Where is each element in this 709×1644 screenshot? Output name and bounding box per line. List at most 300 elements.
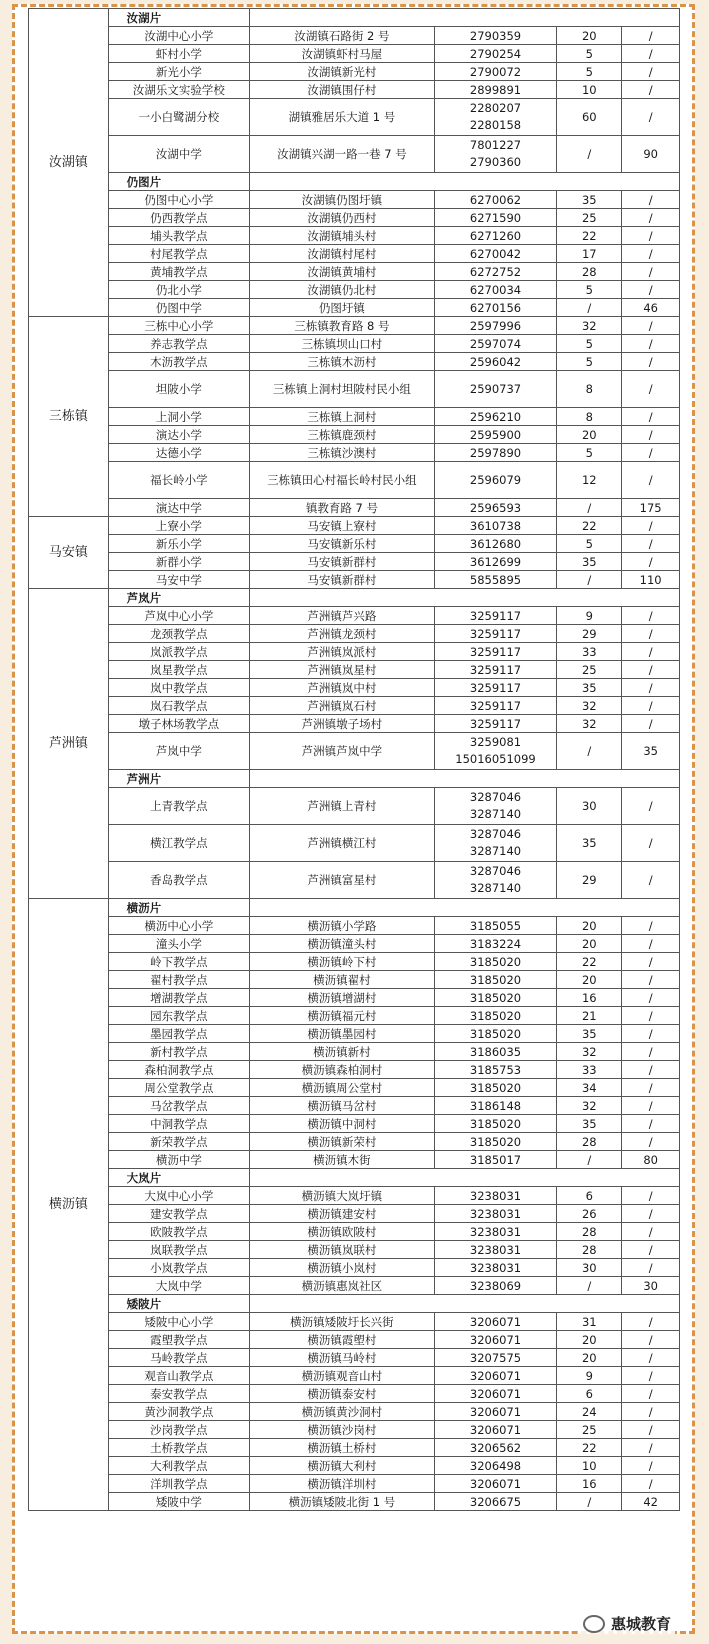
table-row xyxy=(29,535,680,553)
subarea-header-blank xyxy=(250,589,680,607)
school-name-cell: 大岚中学 xyxy=(108,1277,250,1295)
primary-count-cell: 16 xyxy=(557,1475,622,1493)
subarea-header-row xyxy=(29,770,680,788)
primary-count-cell: 20 xyxy=(557,1331,622,1349)
town-cell: 横沥镇 xyxy=(29,899,109,1511)
primary-count-cell: / xyxy=(557,571,622,589)
middle-count-cell: / xyxy=(622,1061,680,1079)
middle-count-cell: / xyxy=(622,1043,680,1061)
subarea-name: 芦洲片 xyxy=(108,770,250,788)
middle-count-cell: / xyxy=(622,27,680,45)
address-cell: 横沥镇小岚村 xyxy=(250,1259,435,1277)
phone-cell: 3185020 xyxy=(434,1007,557,1025)
primary-count-cell: 20 xyxy=(557,935,622,953)
table-row xyxy=(29,1079,680,1097)
address-cell: 横沥镇中洞村 xyxy=(250,1115,435,1133)
address-cell: 汝湖镇埔头村 xyxy=(250,227,435,245)
address-cell: 横沥镇木街 xyxy=(250,1151,435,1169)
primary-count-cell: 5 xyxy=(557,353,622,371)
school-name-cell: 芦岚中心小学 xyxy=(108,607,250,625)
table-row xyxy=(29,1025,680,1043)
phone-cell: 2597996 xyxy=(434,317,557,335)
school-name-cell: 上青教学点 xyxy=(108,788,250,825)
subarea-name: 汝湖片 xyxy=(108,9,250,27)
primary-count-cell: 5 xyxy=(557,63,622,81)
phone-cell: 3185017 xyxy=(434,1151,557,1169)
middle-count-cell: / xyxy=(622,862,680,899)
table-row xyxy=(29,715,680,733)
table-row xyxy=(29,209,680,227)
table-row xyxy=(29,1475,680,1493)
school-name-cell: 岚联教学点 xyxy=(108,1241,250,1259)
school-name-cell: 仍西教学点 xyxy=(108,209,250,227)
middle-count-cell: / xyxy=(622,1457,680,1475)
school-name-cell: 土桥教学点 xyxy=(108,1439,250,1457)
address-cell: 横沥镇观音山村 xyxy=(250,1367,435,1385)
phone-cell: 3259117 xyxy=(434,697,557,715)
table-row xyxy=(29,1205,680,1223)
school-name-cell: 岚星教学点 xyxy=(108,661,250,679)
table-row xyxy=(29,733,680,770)
address-cell: 横沥镇福元村 xyxy=(250,1007,435,1025)
primary-count-cell: 20 xyxy=(557,971,622,989)
table-row xyxy=(29,517,680,535)
phone-cell: 3185020 xyxy=(434,989,557,1007)
school-name-cell: 欧陂教学点 xyxy=(108,1223,250,1241)
middle-count-cell: 175 xyxy=(622,499,680,517)
address-cell: 横沥镇惠岚社区 xyxy=(250,1277,435,1295)
middle-count-cell: / xyxy=(622,553,680,571)
address-cell: 汝湖镇黄埔村 xyxy=(250,263,435,281)
middle-count-cell: / xyxy=(622,697,680,715)
phone-cell: 3287046 3287140 xyxy=(434,825,557,862)
school-table xyxy=(28,8,680,1511)
table-row xyxy=(29,825,680,862)
school-name-cell: 矮陂中学 xyxy=(108,1493,250,1511)
middle-count-cell: / xyxy=(622,1349,680,1367)
table-row xyxy=(29,643,680,661)
school-name-cell: 岭下教学点 xyxy=(108,953,250,971)
middle-count-cell: 35 xyxy=(622,733,680,770)
address-cell: 横沥镇新荣村 xyxy=(250,1133,435,1151)
address-cell: 汝湖镇虾村马屋 xyxy=(250,45,435,63)
primary-count-cell: 20 xyxy=(557,426,622,444)
phone-cell: 3206071 xyxy=(434,1475,557,1493)
primary-count-cell: 33 xyxy=(557,1061,622,1079)
primary-count-cell: 24 xyxy=(557,1403,622,1421)
phone-cell: 2790359 xyxy=(434,27,557,45)
middle-count-cell: / xyxy=(622,45,680,63)
school-name-cell: 矮陂中心小学 xyxy=(108,1313,250,1331)
phone-cell: 2596210 xyxy=(434,408,557,426)
phone-cell: 3259117 xyxy=(434,661,557,679)
primary-count-cell: 32 xyxy=(557,715,622,733)
phone-cell: 3185753 xyxy=(434,1061,557,1079)
address-cell: 三栋镇沙澳村 xyxy=(250,444,435,462)
phone-cell: 3185055 xyxy=(434,917,557,935)
phone-cell: 6270062 xyxy=(434,191,557,209)
address-cell: 横沥镇周公堂村 xyxy=(250,1079,435,1097)
phone-cell: 6272752 xyxy=(434,263,557,281)
middle-count-cell: / xyxy=(622,517,680,535)
phone-cell: 2596042 xyxy=(434,353,557,371)
middle-count-cell: / xyxy=(622,825,680,862)
middle-count-cell: 30 xyxy=(622,1277,680,1295)
school-name-cell: 上洞小学 xyxy=(108,408,250,426)
table-row xyxy=(29,499,680,517)
address-cell: 芦洲镇墩子场村 xyxy=(250,715,435,733)
address-cell: 横沥镇洋圳村 xyxy=(250,1475,435,1493)
primary-count-cell: / xyxy=(557,499,622,517)
primary-count-cell: 8 xyxy=(557,371,622,408)
address-cell: 汝湖镇仍图圩镇 xyxy=(250,191,435,209)
school-name-cell: 潼头小学 xyxy=(108,935,250,953)
middle-count-cell: / xyxy=(622,661,680,679)
table-row xyxy=(29,353,680,371)
address-cell: 横沥镇沙岗村 xyxy=(250,1421,435,1439)
school-name-cell: 横沥中心小学 xyxy=(108,917,250,935)
primary-count-cell: / xyxy=(557,1493,622,1511)
middle-count-cell: / xyxy=(622,317,680,335)
table-row xyxy=(29,263,680,281)
phone-cell: 3287046 3287140 xyxy=(434,862,557,899)
address-cell: 汝湖镇仍北村 xyxy=(250,281,435,299)
watermark xyxy=(579,1613,675,1634)
school-name-cell: 仍图中心小学 xyxy=(108,191,250,209)
table-row xyxy=(29,1223,680,1241)
address-cell: 马安镇新乐村 xyxy=(250,535,435,553)
middle-count-cell: / xyxy=(622,1313,680,1331)
address-cell: 横沥镇森柏洞村 xyxy=(250,1061,435,1079)
subarea-header-row xyxy=(29,1295,680,1313)
primary-count-cell: 12 xyxy=(557,462,622,499)
school-name-cell: 三栋中心小学 xyxy=(108,317,250,335)
table-row xyxy=(29,299,680,317)
subarea-name: 芦岚片 xyxy=(108,589,250,607)
primary-count-cell: 22 xyxy=(557,517,622,535)
middle-count-cell: / xyxy=(622,408,680,426)
table-row xyxy=(29,1043,680,1061)
table-row xyxy=(29,1421,680,1439)
school-name-cell: 香岛教学点 xyxy=(108,862,250,899)
phone-cell: 5855895 xyxy=(434,571,557,589)
primary-count-cell: 8 xyxy=(557,408,622,426)
middle-count-cell: / xyxy=(622,989,680,1007)
phone-cell: 3186148 xyxy=(434,1097,557,1115)
middle-count-cell: 80 xyxy=(622,1151,680,1169)
address-cell: 横沥镇马岔村 xyxy=(250,1097,435,1115)
middle-count-cell: / xyxy=(622,99,680,136)
middle-count-cell: / xyxy=(622,245,680,263)
primary-count-cell: 35 xyxy=(557,191,622,209)
primary-count-cell: 26 xyxy=(557,1205,622,1223)
school-name-cell: 新光小学 xyxy=(108,63,250,81)
primary-count-cell: 28 xyxy=(557,1133,622,1151)
primary-count-cell: 35 xyxy=(557,1025,622,1043)
school-name-cell: 新乐小学 xyxy=(108,535,250,553)
phone-cell: 3238031 xyxy=(434,1187,557,1205)
table-row xyxy=(29,1259,680,1277)
phone-cell: 6270034 xyxy=(434,281,557,299)
address-cell: 芦洲镇富星村 xyxy=(250,862,435,899)
table-row xyxy=(29,1115,680,1133)
address-cell: 横沥镇矮陂圩长兴街 xyxy=(250,1313,435,1331)
table-row xyxy=(29,99,680,136)
table-row xyxy=(29,788,680,825)
phone-cell: 3612680 xyxy=(434,535,557,553)
school-name-cell: 横沥中学 xyxy=(108,1151,250,1169)
phone-cell: 3259081 15016051099 xyxy=(434,733,557,770)
primary-count-cell: 25 xyxy=(557,661,622,679)
school-name-cell: 黄埔教学点 xyxy=(108,263,250,281)
school-name-cell: 达德小学 xyxy=(108,444,250,462)
school-name-cell: 横江教学点 xyxy=(108,825,250,862)
address-cell: 三栋镇坝山口村 xyxy=(250,335,435,353)
address-cell: 横沥镇马岭村 xyxy=(250,1349,435,1367)
school-name-cell: 森柏洞教学点 xyxy=(108,1061,250,1079)
school-name-cell: 小岚教学点 xyxy=(108,1259,250,1277)
table-row xyxy=(29,63,680,81)
phone-cell: 3612699 xyxy=(434,553,557,571)
address-cell: 横沥镇矮陂北街 1 号 xyxy=(250,1493,435,1511)
middle-count-cell: / xyxy=(622,227,680,245)
primary-count-cell: 6 xyxy=(557,1187,622,1205)
phone-cell: 7801227 2790360 xyxy=(434,136,557,173)
phone-cell: 3206071 xyxy=(434,1367,557,1385)
phone-cell: 3259117 xyxy=(434,643,557,661)
table-row xyxy=(29,607,680,625)
subarea-header-row xyxy=(29,1169,680,1187)
primary-count-cell: 22 xyxy=(557,953,622,971)
middle-count-cell: / xyxy=(622,935,680,953)
table-row xyxy=(29,625,680,643)
table-row xyxy=(29,1367,680,1385)
middle-count-cell: / xyxy=(622,1439,680,1457)
address-cell: 横沥镇建安村 xyxy=(250,1205,435,1223)
phone-cell: 3206071 xyxy=(434,1385,557,1403)
middle-count-cell: / xyxy=(622,1223,680,1241)
primary-count-cell: 33 xyxy=(557,643,622,661)
middle-count-cell: / xyxy=(622,1025,680,1043)
middle-count-cell: / xyxy=(622,535,680,553)
primary-count-cell: 10 xyxy=(557,1457,622,1475)
table-row xyxy=(29,1439,680,1457)
school-name-cell: 马岔教学点 xyxy=(108,1097,250,1115)
school-name-cell: 埔头教学点 xyxy=(108,227,250,245)
town-cell: 三栋镇 xyxy=(29,317,109,517)
subarea-header-blank xyxy=(250,899,680,917)
primary-count-cell: 35 xyxy=(557,553,622,571)
school-name-cell: 黄沙洞教学点 xyxy=(108,1403,250,1421)
phone-cell: 3238069 xyxy=(434,1277,557,1295)
school-name-cell: 演达小学 xyxy=(108,426,250,444)
primary-count-cell: 31 xyxy=(557,1313,622,1331)
table-row xyxy=(29,1277,680,1295)
phone-cell: 3238031 xyxy=(434,1223,557,1241)
table-row xyxy=(29,917,680,935)
middle-count-cell: / xyxy=(622,953,680,971)
phone-cell: 3183224 xyxy=(434,935,557,953)
address-cell: 芦洲镇岚派村 xyxy=(250,643,435,661)
address-cell: 三栋镇田心村福长岭村民小组 xyxy=(250,462,435,499)
address-cell: 仍图圩镇 xyxy=(250,299,435,317)
table-row xyxy=(29,862,680,899)
table-row xyxy=(29,935,680,953)
middle-count-cell: / xyxy=(622,1115,680,1133)
table-row xyxy=(29,1151,680,1169)
phone-cell: 3206071 xyxy=(434,1421,557,1439)
primary-count-cell: 17 xyxy=(557,245,622,263)
primary-count-cell: 29 xyxy=(557,625,622,643)
table-row xyxy=(29,1187,680,1205)
table-row xyxy=(29,571,680,589)
table-row xyxy=(29,227,680,245)
subarea-header-row xyxy=(29,9,680,27)
middle-count-cell: / xyxy=(622,1403,680,1421)
table-row xyxy=(29,335,680,353)
town-cell: 马安镇 xyxy=(29,517,109,589)
primary-count-cell: 60 xyxy=(557,99,622,136)
school-name-cell: 汝湖中学 xyxy=(108,136,250,173)
middle-count-cell: / xyxy=(622,263,680,281)
middle-count-cell: / xyxy=(622,788,680,825)
subarea-header-blank xyxy=(250,1169,680,1187)
school-name-cell: 新群小学 xyxy=(108,553,250,571)
table-row xyxy=(29,45,680,63)
table-row xyxy=(29,408,680,426)
table-row xyxy=(29,661,680,679)
table-row xyxy=(29,1403,680,1421)
town-cell: 芦洲镇 xyxy=(29,589,109,899)
school-name-cell: 福长岭小学 xyxy=(108,462,250,499)
primary-count-cell: / xyxy=(557,1277,622,1295)
phone-cell: 2597890 xyxy=(434,444,557,462)
middle-count-cell: / xyxy=(622,1367,680,1385)
table-row xyxy=(29,191,680,209)
school-table-container xyxy=(28,8,680,1511)
address-cell: 芦洲镇上青村 xyxy=(250,788,435,825)
address-cell: 横沥镇潼头村 xyxy=(250,935,435,953)
middle-count-cell: / xyxy=(622,971,680,989)
school-name-cell: 演达中学 xyxy=(108,499,250,517)
table-row xyxy=(29,462,680,499)
address-cell: 横沥镇土桥村 xyxy=(250,1439,435,1457)
primary-count-cell: 16 xyxy=(557,989,622,1007)
address-cell: 三栋镇教育路 8 号 xyxy=(250,317,435,335)
primary-count-cell: 9 xyxy=(557,607,622,625)
middle-count-cell: / xyxy=(622,462,680,499)
middle-count-cell: / xyxy=(622,1133,680,1151)
school-name-cell: 岚派教学点 xyxy=(108,643,250,661)
primary-count-cell: 32 xyxy=(557,1097,622,1115)
school-name-cell: 芦岚中学 xyxy=(108,733,250,770)
primary-count-cell: 9 xyxy=(557,1367,622,1385)
phone-cell: 3206498 xyxy=(434,1457,557,1475)
subarea-name: 矮陂片 xyxy=(108,1295,250,1313)
middle-count-cell: / xyxy=(622,643,680,661)
school-name-cell: 大利教学点 xyxy=(108,1457,250,1475)
table-row xyxy=(29,697,680,715)
primary-count-cell: / xyxy=(557,733,622,770)
middle-count-cell: / xyxy=(622,426,680,444)
phone-cell: 3206071 xyxy=(434,1331,557,1349)
primary-count-cell: 22 xyxy=(557,227,622,245)
phone-cell: 6270156 xyxy=(434,299,557,317)
primary-count-cell: 30 xyxy=(557,1259,622,1277)
school-name-cell: 洋圳教学点 xyxy=(108,1475,250,1493)
subarea-header-row xyxy=(29,173,680,191)
middle-count-cell: / xyxy=(622,63,680,81)
school-name-cell: 增湖教学点 xyxy=(108,989,250,1007)
middle-count-cell: / xyxy=(622,1259,680,1277)
primary-count-cell: 29 xyxy=(557,862,622,899)
school-name-cell: 翟村教学点 xyxy=(108,971,250,989)
middle-count-cell: / xyxy=(622,607,680,625)
primary-count-cell: 25 xyxy=(557,1421,622,1439)
address-cell: 横沥镇增湖村 xyxy=(250,989,435,1007)
school-name-cell: 园东教学点 xyxy=(108,1007,250,1025)
middle-count-cell: 110 xyxy=(622,571,680,589)
address-cell: 横沥镇大利村 xyxy=(250,1457,435,1475)
phone-cell: 2595900 xyxy=(434,426,557,444)
primary-count-cell: 30 xyxy=(557,788,622,825)
middle-count-cell: / xyxy=(622,1187,680,1205)
address-cell: 马安镇新群村 xyxy=(250,553,435,571)
phone-cell: 3185020 xyxy=(434,1133,557,1151)
address-cell: 芦洲镇芦岚中学 xyxy=(250,733,435,770)
address-cell: 横沥镇黄沙洞村 xyxy=(250,1403,435,1421)
table-row xyxy=(29,1331,680,1349)
phone-cell: 2596079 xyxy=(434,462,557,499)
school-name-cell: 岚中教学点 xyxy=(108,679,250,697)
school-name-cell: 虾村小学 xyxy=(108,45,250,63)
school-name-cell: 墩子林场教学点 xyxy=(108,715,250,733)
phone-cell: 6271260 xyxy=(434,227,557,245)
middle-count-cell: / xyxy=(622,1205,680,1223)
address-cell: 三栋镇鹿颈村 xyxy=(250,426,435,444)
table-row xyxy=(29,953,680,971)
phone-cell: 3206071 xyxy=(434,1403,557,1421)
school-name-cell: 汝湖乐文实验学校 xyxy=(108,81,250,99)
primary-count-cell: 34 xyxy=(557,1079,622,1097)
school-name-cell: 坦陂小学 xyxy=(108,371,250,408)
table-row xyxy=(29,971,680,989)
middle-count-cell: / xyxy=(622,209,680,227)
school-name-cell: 木沥教学点 xyxy=(108,353,250,371)
primary-count-cell: 5 xyxy=(557,281,622,299)
phone-cell: 3287046 3287140 xyxy=(434,788,557,825)
address-cell: 芦洲镇横江村 xyxy=(250,825,435,862)
phone-cell: 3185020 xyxy=(434,1115,557,1133)
address-cell: 三栋镇木沥村 xyxy=(250,353,435,371)
address-cell: 横沥镇泰安村 xyxy=(250,1385,435,1403)
table-row xyxy=(29,1007,680,1025)
school-name-cell: 观音山教学点 xyxy=(108,1367,250,1385)
school-name-cell: 村尾教学点 xyxy=(108,245,250,263)
phone-cell: 2597074 xyxy=(434,335,557,353)
address-cell: 横沥镇小学路 xyxy=(250,917,435,935)
table-row xyxy=(29,1385,680,1403)
phone-cell: 3185020 xyxy=(434,953,557,971)
address-cell: 横沥镇岚联村 xyxy=(250,1241,435,1259)
address-cell: 横沥镇翟村 xyxy=(250,971,435,989)
primary-count-cell: 28 xyxy=(557,263,622,281)
table-row xyxy=(29,245,680,263)
middle-count-cell: / xyxy=(622,353,680,371)
middle-count-cell: / xyxy=(622,1097,680,1115)
primary-count-cell: 21 xyxy=(557,1007,622,1025)
table-row xyxy=(29,1061,680,1079)
